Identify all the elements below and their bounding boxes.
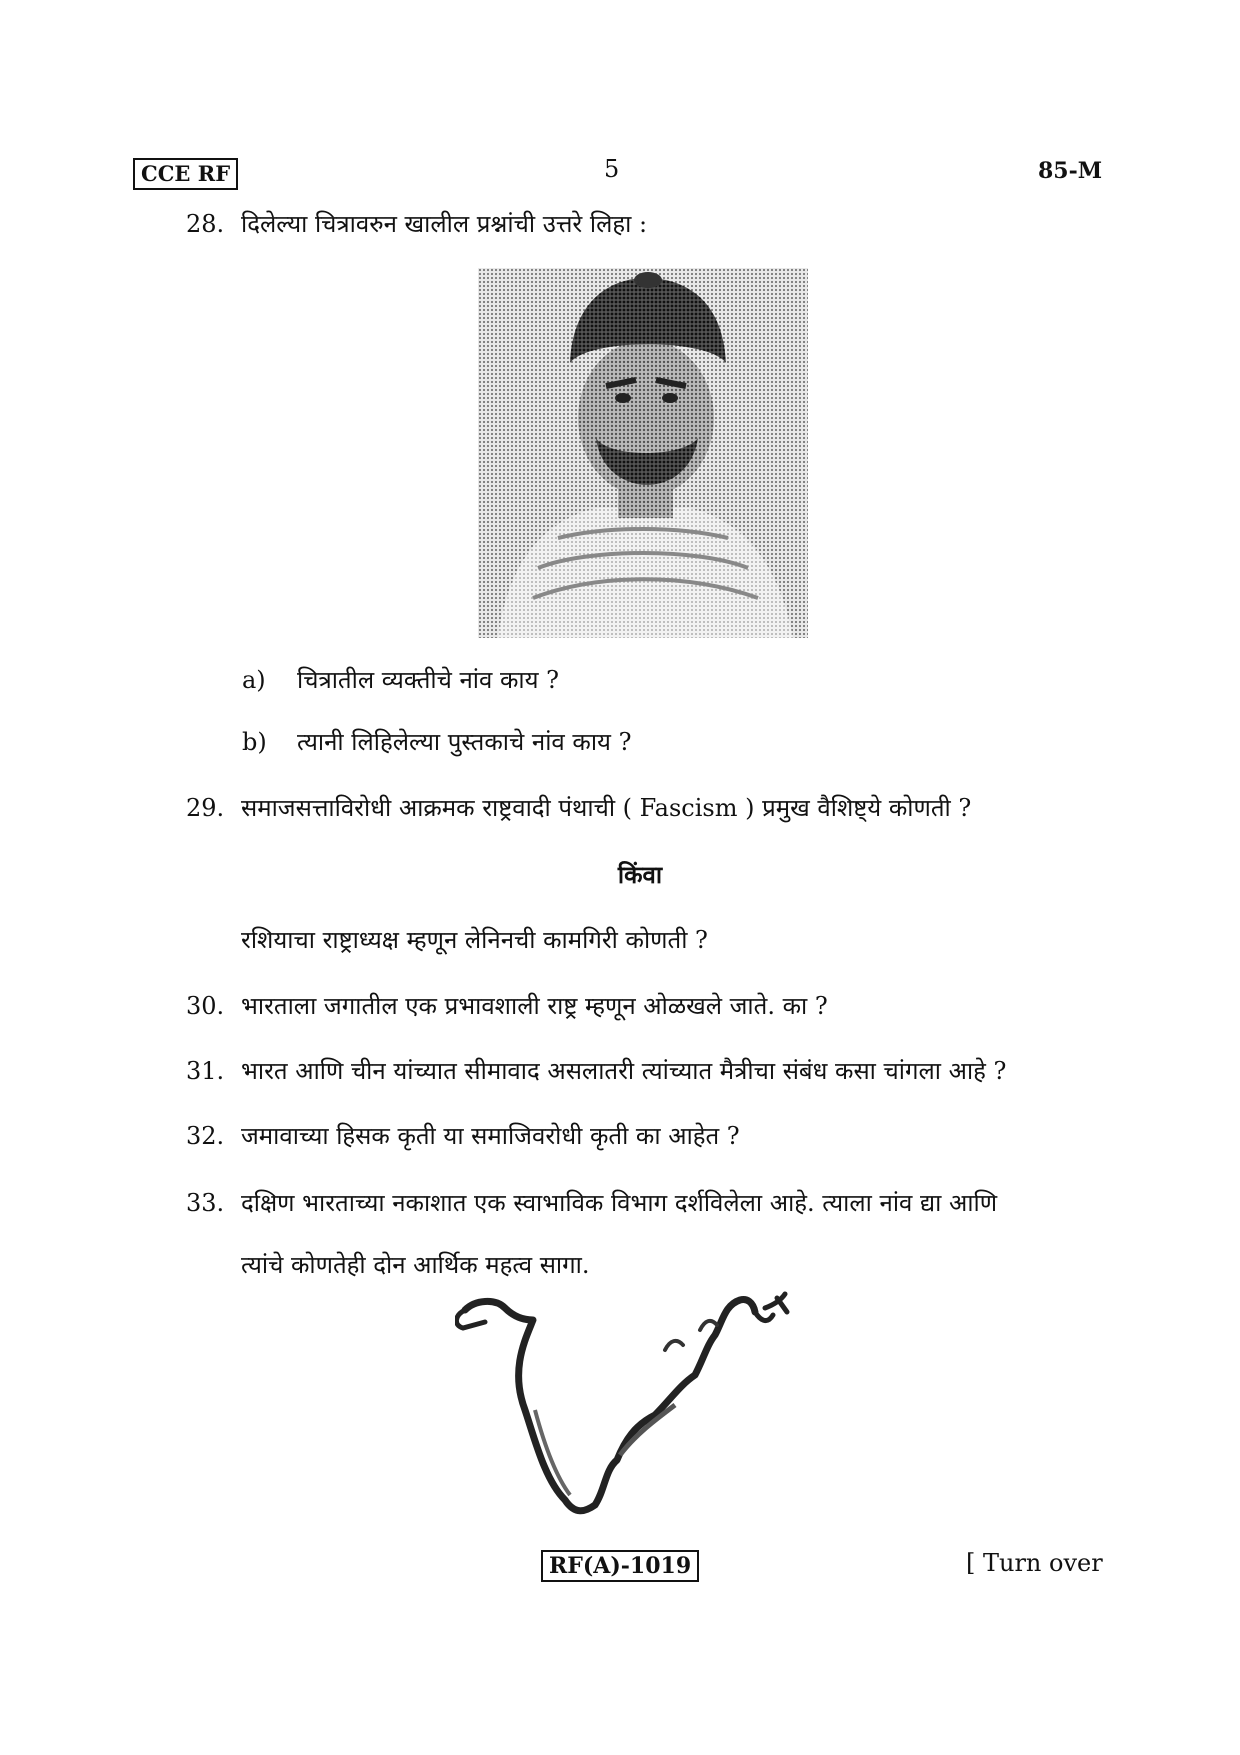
south-india-map (455, 1290, 835, 1530)
question-32 (186, 1120, 1106, 1152)
question-number: 31. (186, 1057, 225, 1085)
sub-question-a (242, 664, 742, 696)
question-28 (186, 208, 1106, 240)
sub-question-text: चित्रातील व्यक्तीचे नांव काय ? (297, 666, 560, 694)
page-number: 5 (604, 155, 620, 183)
question-number: 28. (186, 210, 225, 238)
question-text: समाजसत्ताविरोधी आक्रमक राष्ट्रवादी पंथाची ( Fascism ) प्रमुख वैशिष्ट्ये कोणती ? (241, 794, 972, 822)
question-33 (186, 1187, 1106, 1219)
sub-question-label: a) (242, 666, 266, 694)
turn-over-note: [ Turn over (966, 1549, 1103, 1577)
question-text: भारताला जगातील एक प्रभावशाली राष्ट्र म्हणून ओळखले जाते. का ? (241, 992, 828, 1020)
question-29 (186, 792, 1106, 824)
sub-question-b (242, 726, 742, 758)
portrait-image (478, 268, 808, 638)
question-text: दिलेल्या चित्रावरुन खालील प्रश्नांची उत्तरे लिहा : (241, 210, 648, 238)
question-number: 32. (186, 1122, 225, 1150)
question-text: भारत आणि चीन यांच्यात सीमावाद असलातरी त्यांच्यात मैत्रीचा संबंध कसा चांगला आहे ? (241, 1057, 1007, 1085)
footer-code: RF(A)-1019 (541, 1550, 699, 1582)
question-31 (186, 1055, 1106, 1087)
question-text: जमावाच्या हिसक कृती या समाजिवरोधी कृती का आहेत ? (241, 1122, 740, 1150)
question-number: 30. (186, 992, 225, 1020)
sub-question-label: b) (242, 728, 267, 756)
sub-question-text: त्यानी लिहिलेल्या पुस्तकाचे नांव काय ? (297, 728, 632, 756)
header-right-code: 85-M (1038, 158, 1103, 184)
question-number: 33. (186, 1189, 225, 1217)
question-33-continuation: त्यांचे कोणतेही दोन आर्थिक महत्व सागा. (241, 1251, 590, 1279)
question-30 (186, 990, 1106, 1022)
question-number: 29. (186, 794, 225, 822)
question-text: दक्षिण भारताच्या नकाशात एक स्वाभाविक विभाग दर्शविलेला आहे. त्याला नांव द्या आणि (241, 1189, 998, 1217)
header-left-code: CCE RF (133, 158, 238, 190)
question-29-alternative: रशियाचा राष्ट्राध्यक्ष म्हणून लेनिनची कामगिरी कोणती ? (241, 926, 708, 954)
or-separator: किंवा (617, 860, 663, 889)
